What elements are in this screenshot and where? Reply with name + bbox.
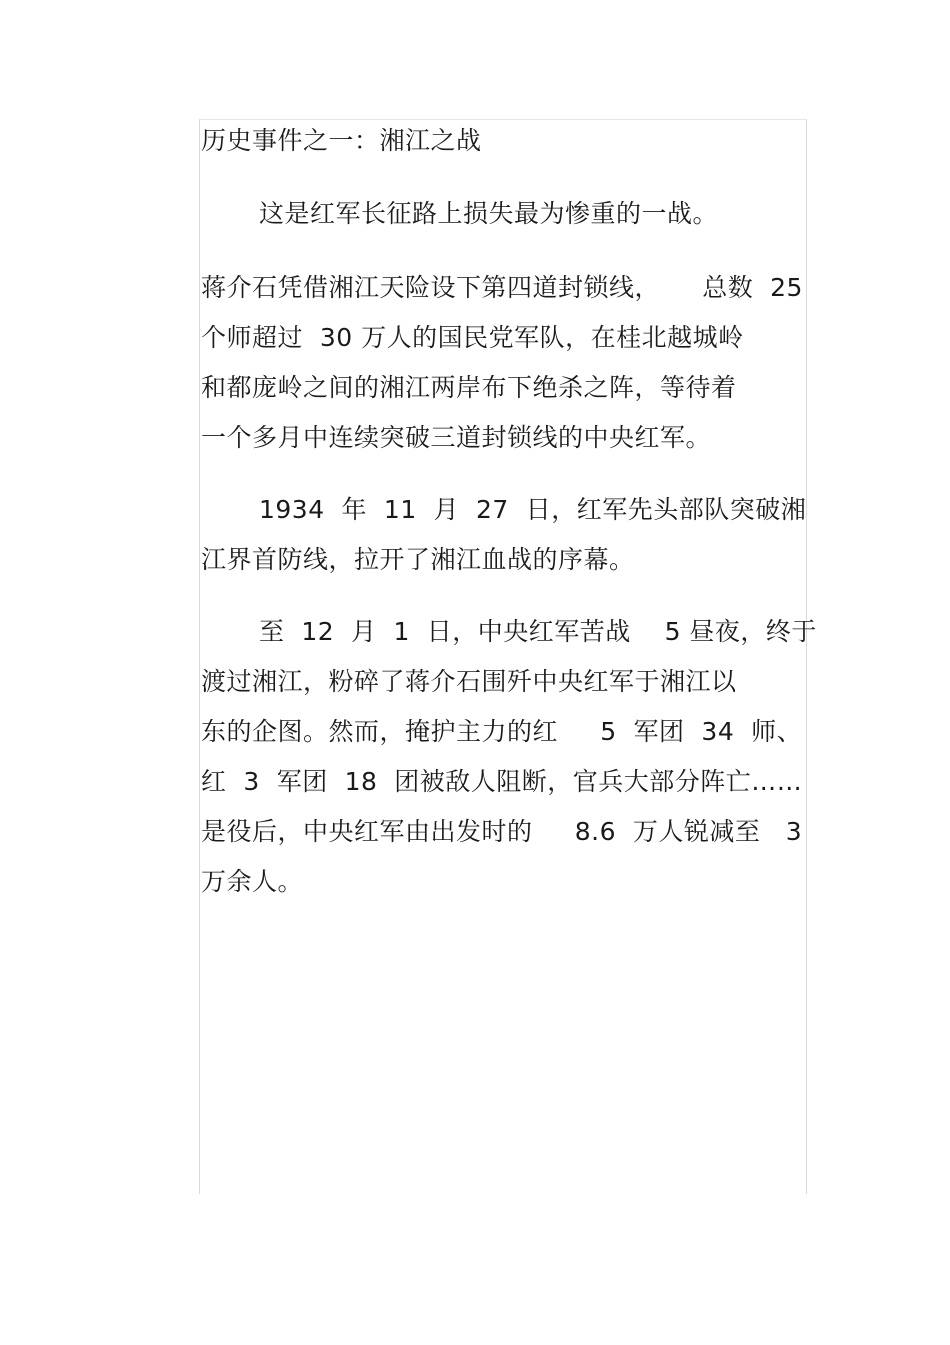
paragraph-3-line-2: 江界首防线，拉开了湘江血战的序幕。 [201,545,635,574]
paragraph-4-line-1: 至 12 月 1 日，中央红军苦战 5 昼夜，终于 [259,617,817,646]
paragraph-4-line-3: 东的企图。然而，掩护主力的红 5 军团 34 师、 [201,717,803,746]
paragraph-2-line-3: 和都庞岭之间的湘江两岸布下绝杀之阵，等待着 [201,373,737,402]
paragraph-4-line-2: 渡过湘江，粉碎了蒋介石围歼中央红军于湘江以 [201,667,737,696]
paragraph-4-line-4: 红 3 军团 18 团被敌人阻断，官兵大部分阵亡…… [201,767,803,796]
paragraph-2-line-4: 一个多月中连续突破三道封锁线的中央红军。 [201,423,712,452]
paragraph-4-line-6: 万余人。 [201,867,304,896]
paragraph-2-line-2: 个师超过 30 万人的国民党军队，在桂北越城岭 [201,323,744,352]
paragraph-1-line-1: 这是红军长征路上损失最为惨重的一战。 [259,199,719,228]
paragraph-4-line-5: 是役后，中央红军由出发时的 8.6 万人锐减至 3 [201,817,803,846]
document-title: 历史事件之一：湘江之战 [201,126,482,155]
paragraph-3-line-1: 1934 年 11 月 27 日，红军先头部队突破湘 [259,495,807,524]
paragraph-2-line-1: 蒋介石凭借湘江天险设下第四道封锁线， 总数 25 [201,273,803,302]
